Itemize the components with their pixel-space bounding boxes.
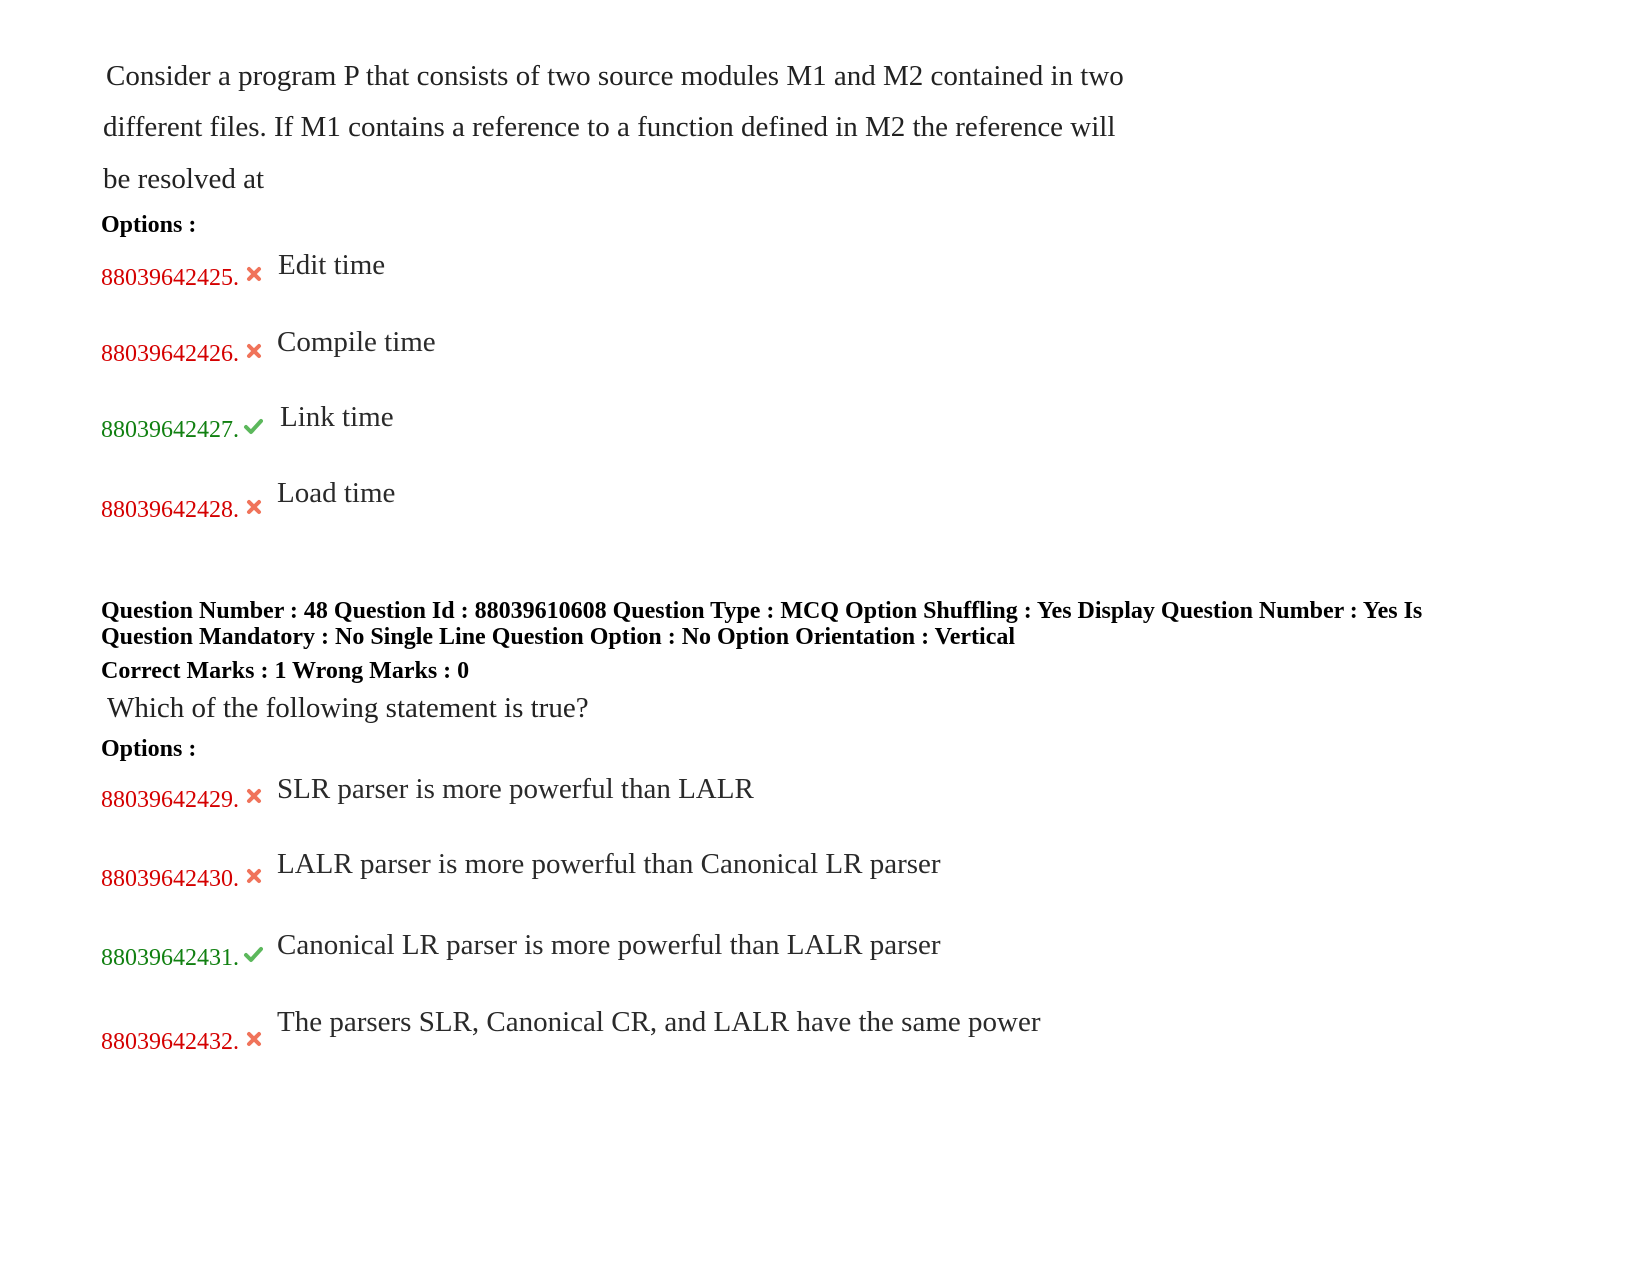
option-id: 88039642427. xyxy=(101,417,239,443)
option-id: 88039642426. xyxy=(101,341,239,367)
option-id: 88039642431. xyxy=(101,945,239,971)
cross-icon xyxy=(244,341,264,361)
option-id: 88039642429. xyxy=(101,787,239,813)
option-id: 88039642428. xyxy=(101,497,239,523)
cross-icon xyxy=(244,497,264,517)
question-meta-line-1: Question Number : 48 Question Id : 88039610608 Question Type : MCQ Option Shuffling : Yes Display Question Number : Yes Is xyxy=(101,598,1423,624)
check-icon xyxy=(243,944,263,964)
option-text: Compile time xyxy=(277,326,436,358)
question-text-line-3: be resolved at xyxy=(103,163,265,195)
question-text-line-2: different files. If M1 contains a reference to a function defined in M2 the reference will xyxy=(103,111,1116,143)
option-text: SLR parser is more powerful than LALR xyxy=(277,773,754,805)
question-text-line-1: Consider a program P that consists of two source modules M1 and M2 contained in two xyxy=(106,60,1124,92)
options-label: Options : xyxy=(101,212,197,238)
cross-icon xyxy=(244,786,264,806)
option-text: Load time xyxy=(277,477,396,509)
question-meta-line-2: Question Mandatory : No Single Line Question Option : No Option Orientation : Vertical xyxy=(101,624,1016,650)
check-icon xyxy=(243,416,263,436)
cross-icon xyxy=(244,264,264,284)
options-label: Options : xyxy=(101,736,197,762)
option-text: The parsers SLR, Canonical CR, and LALR have the same power xyxy=(277,1006,1041,1038)
option-id: 88039642425. xyxy=(101,265,239,291)
option-text: Link time xyxy=(280,401,394,433)
option-text: Edit time xyxy=(278,249,386,281)
option-id: 88039642432. xyxy=(101,1029,239,1055)
option-text: LALR parser is more powerful than Canonical LR parser xyxy=(277,848,941,880)
cross-icon xyxy=(244,1029,264,1049)
question-text: Which of the following statement is true? xyxy=(107,692,589,724)
option-id: 88039642430. xyxy=(101,866,239,892)
option-text: Canonical LR parser is more powerful than LALR parser xyxy=(277,929,941,961)
marks-line: Correct Marks : 1 Wrong Marks : 0 xyxy=(101,658,470,684)
cross-icon xyxy=(244,866,264,886)
